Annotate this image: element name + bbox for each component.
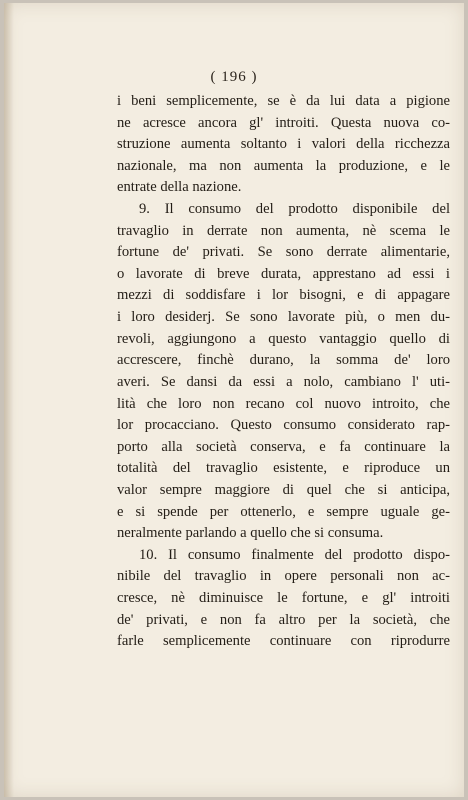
text-line: fortune de' privati. Se sono derrate alimentarie, <box>117 244 450 261</box>
text-line: farle semplicemente continuare con riprodurre <box>117 633 450 650</box>
text-line: entrate della nazione. <box>117 179 242 196</box>
text-line: neralmente parlando a quello che si consuma. <box>117 525 384 542</box>
text-line: averi. Se dansi da essi a nolo, cambiano l' uti- <box>117 373 450 390</box>
text-line: lor procacciano. Questo consumo considerato rap- <box>117 417 450 434</box>
page-spine-shadow <box>4 3 14 797</box>
book-page <box>4 3 464 797</box>
text-line: cresce, nè diminuisce le fortune, e gl' introiti <box>117 590 450 607</box>
text-line: 9. Il consumo del prodotto disponibile del <box>139 201 450 218</box>
text-line: ne acresce ancora gl' introiti. Questa nuova co- <box>117 114 450 131</box>
text-line: i beni semplicemente, se è da lui data a pigione <box>117 93 450 109</box>
text-line: travaglio in derrate non aumenta, nè scema le <box>117 222 450 239</box>
text-line: struzione aumenta soltanto i valori della ricchezza <box>117 136 450 153</box>
text-line: e si spende per ottenerlo, e sempre uguale ge- <box>117 503 450 520</box>
text-line: accrescere, finchè durano, la somma de' loro <box>117 352 450 369</box>
body-text <box>117 91 450 653</box>
text-line: i loro desiderj. Se sono lavorate più, o men du- <box>117 309 450 326</box>
text-line: 10. Il consumo finalmente del prodotto dispo- <box>139 546 450 563</box>
text-line: porto alla società conserva, e fa continuare la <box>117 438 450 455</box>
text-line: revoli, aggiungono a questo vantaggio quello di <box>117 330 450 347</box>
text-line: nibile del travaglio in opere personali non ac- <box>117 568 450 585</box>
text-line: o lavorate di breve durata, apprestano ad essi i <box>117 265 450 282</box>
text-line: valor sempre maggiore di quel che si anticipa, <box>117 481 450 498</box>
text-line: mezzi di soddisfare i lor bisogni, e di appagare <box>117 287 450 304</box>
text-line: nazionale, ma non aumenta la produzione, e le <box>117 157 450 174</box>
page-number: ( 196 ) <box>210 69 258 85</box>
text-line: totalità del travaglio esistente, e riproduce un <box>117 460 450 477</box>
text-line: de' privati, e non fa altro per la società, che <box>117 611 450 628</box>
text-line: lità che loro non recano col nuovo introito, che <box>117 395 450 412</box>
